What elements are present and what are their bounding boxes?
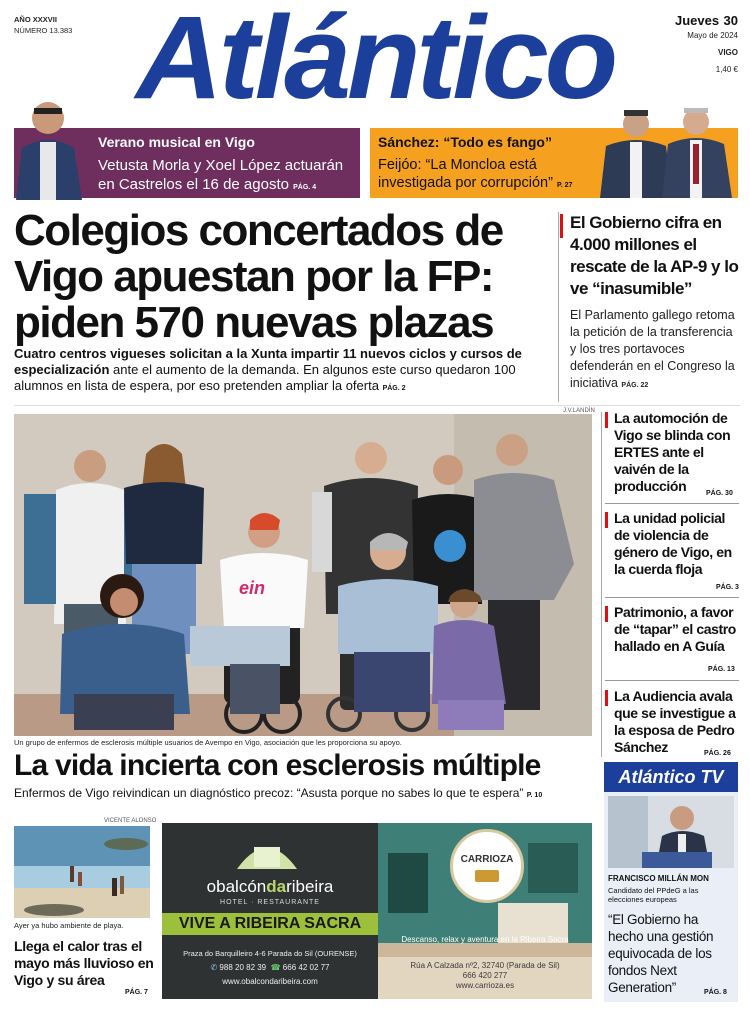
musician-photo [8, 92, 96, 200]
tv-photo[interactable] [608, 796, 734, 868]
issue-info [14, 14, 72, 36]
beach-photo[interactable] [14, 826, 150, 918]
brief-1[interactable]: La automoción de Vigo se blinda con ERTES ante el vaivén de la producción [614, 410, 731, 494]
whatsapp-icon: ☎ [270, 963, 281, 972]
brief-2[interactable]: La unidad policial de violencia de género de Vigo, en la cuerda floja [614, 510, 732, 577]
tv-interviewee-illustration [608, 796, 734, 868]
promo-music-text: Vetusta Morla y Xoel López actuarán en Castrelos el 16 de agosto PÁG. 4 [98, 157, 344, 193]
hotel-brand: obalcóndaribeira [206, 877, 334, 896]
hotel-banner: VIVE A RIBEIRA SACRA [162, 913, 378, 935]
promo-politics[interactable] [370, 128, 738, 198]
second-subheadline: Enfermos de Vigo reivindican un diagnóstico precoz: “Asusta porque no sabes lo que te espera” P. 10 [14, 786, 543, 800]
date-info [675, 14, 738, 76]
brief-4[interactable]: La Audiencia avala que se investigue a la esposa de Pedro Sánchez [614, 688, 736, 755]
tv-quote[interactable]: “El Gobierno ha hecho una gestión equivocada de los fondos Next Generation” [608, 912, 714, 995]
edition-city: VIGO [717, 48, 738, 57]
photo-caption: Un grupo de enfermos de esclerosis múltiple usuarios de Avempo en Vigo, asociación que les proporciona su apoyo. [14, 738, 402, 747]
side-accent [560, 214, 563, 238]
promo-politics-page: P. 27 [556, 182, 573, 189]
brief-4-page: PÁG. 26 [704, 750, 731, 757]
tv-title[interactable]: Atlántico TV [604, 762, 738, 792]
brief-3-accent [605, 606, 608, 622]
side-page: PÁG. 22 [621, 382, 649, 389]
hotel-address: Praza do Barquilleiro 4-6 Parada do Sil (OURENSE) [183, 949, 357, 958]
photo-credit: J.V.LANDÍN [563, 408, 595, 414]
ad-left-panel [162, 823, 378, 999]
promo-politics-title: Sánchez: “Todo es fango” [378, 134, 552, 150]
brief-2-accent [605, 512, 608, 528]
brief-3[interactable]: Patrimonio, a favor de “tapar” el castro hallado en A Guía [614, 604, 736, 654]
promo-music-page: PÁG. 4 [293, 184, 317, 191]
price: 1,40 € [715, 65, 738, 74]
column-divider [558, 212, 559, 402]
promo-music-title: Verano musical en Vigo [98, 134, 255, 150]
brief-1-accent [605, 412, 608, 428]
hotel-advertisement[interactable] [162, 823, 592, 999]
promo-music[interactable] [14, 128, 360, 198]
brief-divider [601, 412, 602, 757]
hotel-web[interactable]: www.obalcondaribeira.com [222, 977, 318, 986]
brief-4-accent [605, 690, 608, 706]
brief-sep-3 [605, 680, 739, 681]
second-headline[interactable]: La vida incierta con esclerosis múltiple [14, 749, 541, 782]
day-number: 30 [723, 13, 738, 28]
side-text: El Parlamento gallego retoma la petición de la transferencia y los tres portavoces defenderán en el Congreso la iniciativa PÁG. 22 [570, 308, 735, 390]
shirt-logo: ein [239, 578, 266, 598]
main-subheadline [14, 346, 549, 397]
carrioza-logo: CARRIOZA [450, 829, 524, 903]
day-name: Jueves [674, 13, 720, 28]
weather-headline[interactable]: Llega el calor tras el mayo más lluvioso en Vigo y su área [14, 938, 154, 988]
carrioza-contact: Rúa A Calzada nº2, 32740 (Parada de Sil) 666 420 277 www.carrioza.es [378, 957, 592, 999]
beach-credit: VICENTE ALONSO [104, 818, 157, 824]
group-photo[interactable] [14, 414, 592, 736]
month-year: Mayo de 2024 [687, 31, 738, 40]
tv-person: FRANCISCO MILLÁN MON [608, 874, 709, 883]
beach-illustration [14, 826, 150, 918]
brief-1-page: PÁG. 30 [706, 490, 733, 497]
tv-role: Candidato del PPdeG a las elecciones europeas [608, 886, 699, 904]
main-sub-bold: Cuatro centros vigueses solicitan a la Xunta impartir 11 nuevos ciclos y cursos de especialización [14, 346, 522, 377]
main-page: PÁG. 2 [382, 385, 406, 392]
issue-number: NÚMERO 13.383 [14, 26, 73, 35]
carrioza-tagline: Descanso, relax y aventura en la Ribeira Sacra [401, 935, 569, 944]
hotel-subtitle: HOTEL · RESTAURANTE [220, 899, 320, 906]
main-headline[interactable]: Colegios concertados de Vigo apuestan por la FP: piden 570 nuevas plazas [14, 206, 503, 347]
tv-page: PÁG. 8 [704, 989, 727, 996]
issue-year: AÑO XXXVII [14, 15, 57, 24]
brief-3-page: PÁG. 13 [708, 666, 735, 673]
side-headline[interactable]: El Gobierno cifra en 4.000 millones el rescate de la AP-9 y lo ve “inasumible” [570, 213, 739, 298]
weather-page: PÁG. 7 [125, 989, 148, 996]
beach-caption: Ayer ya hubo ambiente de playa. [14, 921, 124, 930]
ad-right-panel [378, 823, 592, 999]
newspaper-logo[interactable]: Atlántico [135, 0, 615, 124]
politicians-photo [592, 100, 738, 198]
hotel-logo-icon [232, 831, 302, 871]
group-photo-illustration [14, 414, 592, 736]
phone-icon: ✆ [210, 963, 218, 972]
section-divider [14, 405, 740, 406]
brief-sep-1 [605, 503, 739, 504]
brief-sep-2 [605, 597, 739, 598]
second-page: P. 10 [526, 792, 543, 799]
brief-2-page: PÁG. 3 [716, 584, 739, 591]
hotel-phones: ✆ 988 20 82 39 ☎ 666 42 02 77 [210, 963, 330, 972]
main-sub-rest: ante el aumento de la demanda. En algunos este curso quedaron 100 alumnos en lista de espera, por eso pretenden ampliar la oferta [14, 362, 516, 393]
promo-politics-text: Feijóo: “La Moncloa está investigada por corrupción” P. 27 [378, 157, 573, 191]
